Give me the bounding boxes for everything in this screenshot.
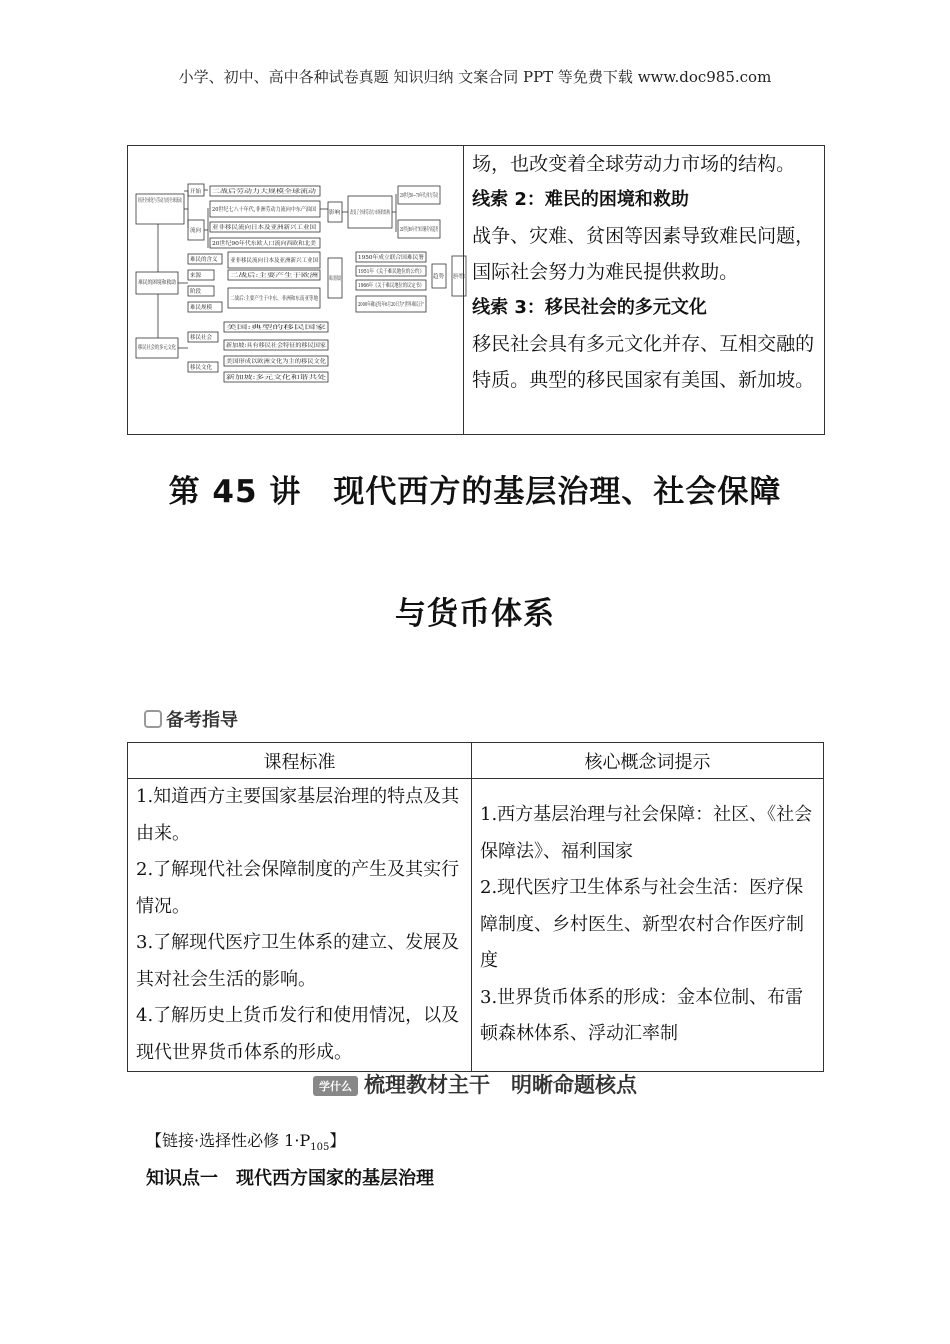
prep-guide-label: 备考指导 <box>166 710 238 731</box>
mm-root2: 难民的困境和救助 <box>138 280 183 286</box>
mm-a1: 1950年成立联合国难民署 <box>358 255 422 261</box>
mm-rs3: 二战后:主要产生于中东、非洲和东南亚等地 <box>230 296 337 302</box>
standards-cell <box>128 779 472 1072</box>
mm-r1: 难民的含义 <box>190 257 218 263</box>
mm-n4: 20世纪90年代东欧人口流向西欧和北美 <box>212 241 309 247</box>
mm-r4: 难民规模 <box>190 305 213 311</box>
link-icon <box>144 710 162 728</box>
clue-heading: 线索 2：难民的困境和救助 <box>472 189 689 210</box>
knowledge-point-heading: 知识点一 现代西方国家的基层治理 <box>146 1168 434 1189</box>
summary-text <box>464 146 824 434</box>
standard-item: 4.了解历史上货币发行和使用情况，以及现代世界货币体系的形成。 <box>136 1005 460 1063</box>
mm-ms1: 美国:典型的移民国家 <box>226 325 278 331</box>
guide-table <box>127 742 824 1072</box>
mm-trend2: 逐年增加 <box>453 274 476 280</box>
page-header: 小学、初中、高中各种试卷真题 知识归纳 文案合同 PPT 等免费下载 www.doc985.com <box>178 68 772 86</box>
concepts-cell <box>472 779 824 1072</box>
mm-a3: 1966年《关于难民地位的议定书》 <box>358 283 444 289</box>
banner-tag: 学什么 <box>313 1076 358 1096</box>
clue-heading: 线索 3：移民社会的多元文化 <box>472 297 707 318</box>
mm-ms3: 美国形成以欧洲文化为主的移民文化 <box>226 359 315 365</box>
column-header: 课程标准 <box>128 743 472 779</box>
mm-impact: 影响 <box>329 210 341 216</box>
mm-t1: 20世纪50—70年代,体力劳动 <box>400 193 473 199</box>
mm-aid: 难民的救助 <box>329 276 357 282</box>
mm-m2: 移民文化 <box>190 365 213 371</box>
link-suffix: 】 <box>329 1131 346 1150</box>
link-prefix: 【链接·选择性必修 1·P <box>146 1131 311 1150</box>
mm-n1: 二战后劳动力大规模全球流动 <box>212 189 284 195</box>
summary-line: 场，也改变着全球劳动力市场的结构。 <box>472 153 796 175</box>
section-banner <box>0 1069 950 1099</box>
mm-a2: 1951年《关于难民地位的公约》 <box>358 269 438 275</box>
textbook-link <box>146 1128 345 1153</box>
mm-n3: 亚非移民流向日本及亚洲新兴工业国 <box>212 225 301 231</box>
mm-rs1: 亚非移民流向日本及亚洲新兴工业国 <box>230 258 319 264</box>
lecture-title: 第 45 讲 现代西方的基层治理、社会保障 <box>168 474 782 510</box>
concept-item: 2.现代医疗卫生体系与社会生活：医疗保障制度、乡村医生、新型农村合作医疗制度 <box>480 877 804 971</box>
lecture-title-cont: 与货币体系 <box>395 596 555 632</box>
mm-trend: 趋势 <box>433 274 445 280</box>
mm-change: 改变了全球劳动力市场的结构 <box>350 210 422 216</box>
mm-flow: 流向 <box>190 228 202 234</box>
clue-text: 移民社会具有多元文化并存、互相交融的特质。典型的移民国家有美国、新加坡。 <box>472 333 815 391</box>
mm-r2: 来源 <box>190 273 202 279</box>
banner-text: 梳理教材主干 明晰命题核点 <box>364 1073 637 1097</box>
standard-item: 2.了解现代社会保障制度的产生及其实行情况。 <box>136 859 460 917</box>
mm-m1: 移民社会 <box>190 335 213 341</box>
mm-t2: 20世纪80年代"知识精英"新趋势 <box>400 227 480 233</box>
mm-ms2: 新加坡:具有移民社会特征的移民国家 <box>226 343 316 349</box>
mm-rs2: 二战后:主要产生于欧洲 <box>230 273 287 279</box>
summary-table <box>127 145 825 435</box>
mm-ms4: 新加坡:多元文化和谐共处 <box>226 375 289 381</box>
link-page: 105 <box>310 1142 330 1154</box>
mm-r3: 阶段 <box>190 289 202 295</box>
concept-item: 3.世界货币体系的形成：金本位制、布雷顿森林体系、浮动汇率制 <box>480 986 804 1044</box>
prep-guide-heading <box>144 706 238 732</box>
column-header: 核心概念词提示 <box>472 743 824 779</box>
mm-a4: 2000年确定每年6月20日为"世界难民日" <box>358 302 460 308</box>
mm-root1: 经济全球化与劳动力的全球流动 <box>138 198 216 204</box>
mm-root3: 移民社会的多元文化 <box>138 345 188 351</box>
mm-n2: 20世纪七八十年代,非洲劳动力流向中东产油国 <box>212 207 326 213</box>
mm-start: 开始 <box>190 189 202 195</box>
standard-item: 1.知道西方主要国家基层治理的特点及其由来。 <box>136 786 460 844</box>
clue-text: 战争、灾难、贫困等因素导致难民问题，国际社会努力为难民提供救助。 <box>472 225 815 283</box>
mindmap-figure <box>128 146 480 434</box>
standard-item: 3.了解现代医疗卫生体系的建立、发展及其对社会生活的影响。 <box>136 932 460 990</box>
concept-item: 1.西方基层治理与社会保障：社区、《社会保障法》、福利国家 <box>480 804 813 862</box>
